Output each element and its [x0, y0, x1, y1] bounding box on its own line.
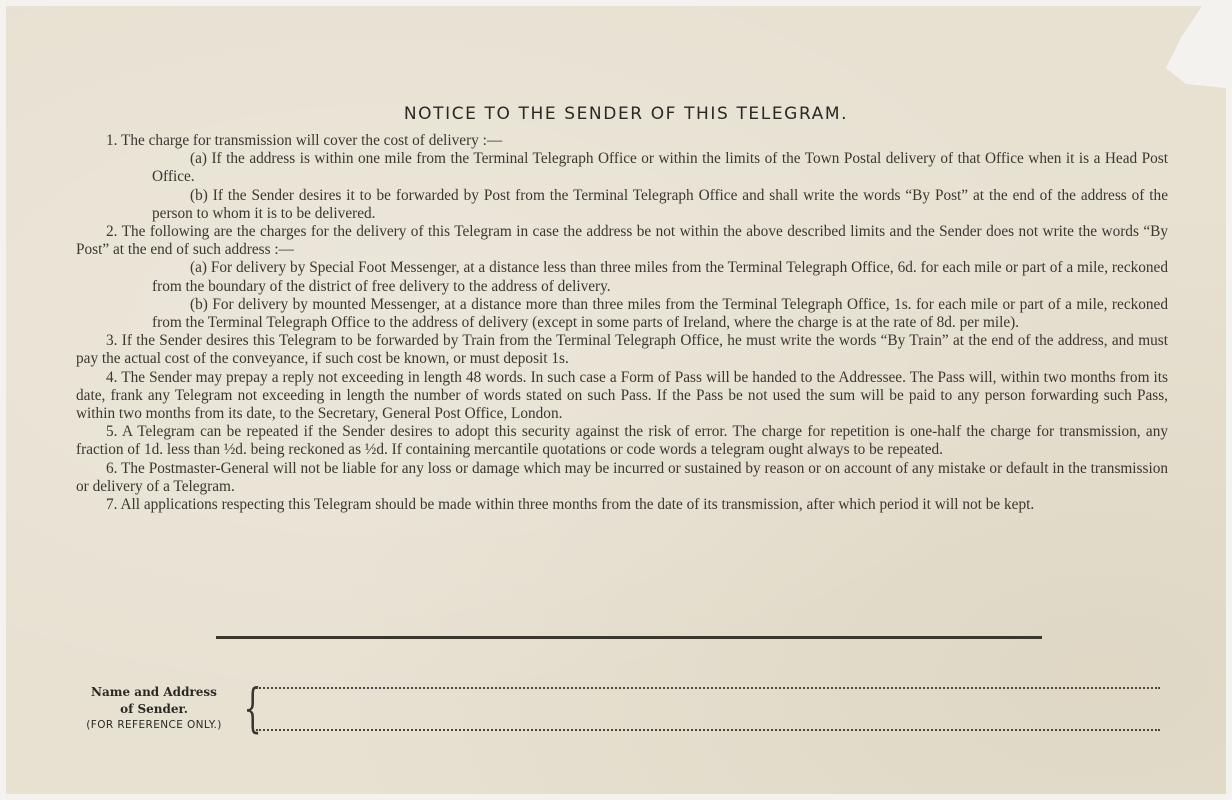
clause-2b: (b) For delivery by mounted Messenger, at a distance more than three miles from the Terminal Telegraph Office, 1s. for each mile or part of a mile, reckoned from the Terminal Telegraph Office to the address of delivery (except in some parts of Ireland, where the charge is at the rate of 8d. per mile). — [152, 295, 1168, 332]
sender-label-line-3: (FOR REFERENCE ONLY.) — [86, 719, 222, 731]
clause-5: 5. A Telegram can be repeated if the Sender desires to adopt this security against the risk of error. The charge for repetition is one-half the charge for transmission, any fraction of 1d. less than ½d. being reckoned as ½d. If containing mercantile quotations or code words a telegram ought always to be repeated. — [76, 423, 1168, 459]
sender-label-line-2: of Sender. — [120, 702, 188, 716]
sender-label — [76, 684, 232, 733]
clause-1: 1. The charge for transmission will cover the cost of delivery :— — [106, 132, 503, 149]
divider-rule — [216, 636, 1042, 639]
clause-7: 7. All applications respecting this Telegram should be made within three months from the date of its transmission, after which period it will not be kept. — [106, 496, 1035, 514]
clause-1b: (b) If the Sender desires it to be forwarded by Post from the Terminal Telegraph Office and shall write the words “By Post” at the end of the address of the person to whom it is to be delivered. — [152, 186, 1168, 222]
curly-brace-icon: { — [243, 679, 262, 739]
notice-title: NOTICE TO THE SENDER OF THIS TELEGRAM. — [403, 104, 849, 124]
sender-name-line[interactable] — [256, 687, 1160, 689]
clause-2a: (a) For delivery by Special Foot Messenger, at a distance less than three miles from the Terminal Telegraph Office, 6d. for each mile or part of a mile, reckoned from the boundary of the district of free delivery to the address of delivery. — [152, 259, 1168, 295]
clause-6: 6. The Postmaster-General will not be liable for any loss or damage which may be incurred or sustained by reason or on account of any mistake or default in the transmission or delivery of a Telegram. — [76, 459, 1168, 495]
sender-address-line[interactable] — [256, 729, 1160, 731]
sender-label-line-1: Name and Address — [91, 685, 217, 699]
clause-1a: (a) If the address is within one mile from the Terminal Telegraph Office or within the limits of the Town Postal delivery of that Office when it is a Head Post Office. — [152, 150, 1168, 186]
clause-3: 3. If the Sender desires this Telegram to be forwarded by Train from the Terminal Telegraph Office, he must write the words “By Train” at the end of the address, and must pay the actual cost of the conveyance, if such cost be known, or must deposit 1s. — [76, 332, 1168, 368]
clause-2: 2. The following are the charges for the delivery of this Telegram in case the address be not within the above described limits and the Sender does not write the words “By Post” at the end of such address :— — [76, 223, 1168, 259]
notice-body — [76, 132, 1168, 514]
clause-4: 4. The Sender may prepay a reply not exceeding in length 48 words. In such case a Form of Pass will be handed to the Addressee. The Pass will, within two months from its date, frank any Telegram not exceeding in length the number of words stated on such Pass. If the Pass be not used the sum will be paid to any person forwarding such Pass, within two months from its date, to the Secretary, General Post Office, London. — [76, 368, 1168, 423]
